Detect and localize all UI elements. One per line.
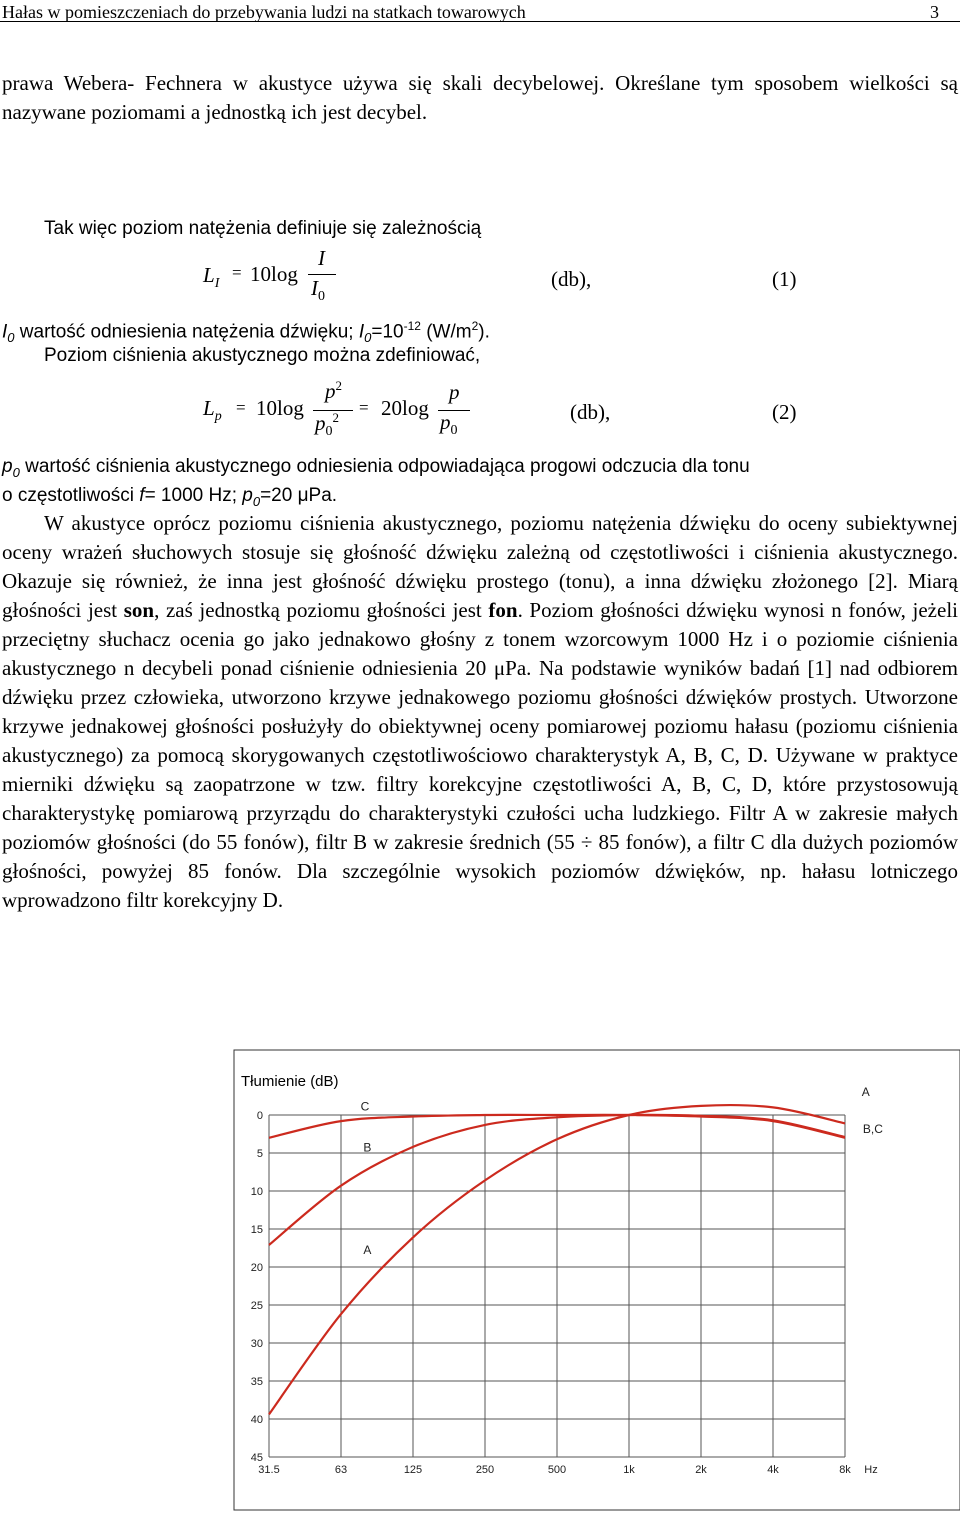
term-son: son (123, 598, 155, 622)
f2-den2: $p_0$ (440, 410, 458, 439)
pressure-lead: Poziom ciśnienia akustycznego można zdefiniować, (44, 345, 481, 366)
f1-denominator: $I_0$ (311, 276, 325, 305)
x-tick-label: 1k (623, 1464, 635, 1476)
figure-frame (234, 1050, 960, 1510)
y-tick-label: 15 (250, 1224, 263, 1236)
f1-unit: (db), (551, 267, 592, 291)
f1-lhs: $L_I$ (203, 263, 220, 292)
formula-2 (0, 376, 960, 456)
x-tick-label: 63 (334, 1464, 348, 1476)
f2-den1: $p_0^2$ (315, 410, 339, 440)
x-tick-label: 31.5 (258, 1464, 280, 1476)
y-tick-label: 40 (250, 1414, 263, 1426)
x-tick-label: 125 (403, 1464, 423, 1476)
attenuation-chart (233, 1049, 960, 1511)
f2-unit: (db), (570, 400, 611, 424)
curve-label: C (360, 1099, 370, 1114)
x-tick-label: 4k (767, 1464, 779, 1476)
f2-coef2: 20log (381, 396, 429, 420)
curve-label: A (363, 1243, 372, 1258)
x-axis-label: Hz (864, 1464, 878, 1476)
y-tick-label: 30 (250, 1338, 263, 1350)
header-rule (0, 21, 960, 22)
y-tick-label: 20 (250, 1262, 263, 1274)
intensity-lead: Tak więc poziom natężenia definiuje się zależnością (44, 218, 482, 239)
y-tick-label: 25 (250, 1300, 263, 1312)
curve-label: A (861, 1085, 870, 1099)
curve-label: B (363, 1140, 372, 1155)
pressure-note-line2: o częstotliwości f= 1000 Hz; $p_0=20$ μPa. (2, 485, 338, 509)
curve-label: B,C (862, 1122, 883, 1137)
x-tick-label: 8k (839, 1464, 851, 1476)
f2-coef1: 10log (256, 396, 304, 420)
f1-fraction-bar (308, 274, 336, 275)
intro-paragraph: prawa Webera- Fechnera w akustyce używa się skali decybelowej. Określane tym sposobem wielkości są nazywane poziomami a jednostką ich jest decybel. (2, 71, 958, 124)
f2-eq1: = (236, 398, 246, 417)
f2-num1: $p^2$ (325, 378, 342, 403)
intensity-note: $I_0$ wartość odniesienia natężenia dźwięku; $I_0=10^{-12}$ $(W/m^2)$. (2, 319, 490, 346)
attenuation-chart-figure (233, 1049, 960, 1511)
f2-eq2: = (359, 398, 369, 417)
f2-num2: p (449, 380, 460, 404)
y-tick-label: 45 (250, 1452, 263, 1464)
y-tick-label: 35 (250, 1376, 263, 1388)
y-tick-label: 0 (256, 1110, 263, 1122)
f1-number: (1) (772, 267, 797, 291)
running-header: Hałas w pomieszczeniach do przebywania ludzi na statkach towarowych (2, 2, 526, 22)
x-tick-label: 500 (547, 1464, 567, 1476)
term-fon: fon (488, 598, 518, 622)
f2-lhs: $L_p$ (203, 396, 222, 425)
f1-numerator: I (318, 246, 325, 270)
y-tick-label: 10 (250, 1186, 263, 1198)
y-tick-label: 5 (256, 1148, 263, 1160)
f2-number: (2) (772, 400, 797, 424)
page-number: 3 (930, 2, 939, 22)
pressure-note: $p_0$ wartość ciśnienia akustycznego odniesienia odpowiadająca progowi odczucia dla tonu (2, 456, 750, 480)
x-tick-label: 250 (475, 1464, 495, 1476)
f1-eq: = (232, 263, 242, 282)
x-tick-label: 2k (695, 1464, 707, 1476)
formula-1 (0, 246, 960, 310)
y-axis-label: Tłumienie (dB) (241, 1073, 339, 1090)
body-paragraph: W akustyce oprócz poziomu ciśnienia akustycznego, poziomu natężenia dźwięku do oceny subiektywnej oceny wrażeń słuchowych stosuje się głośność dźwięku zależną od częstotliwości i ciśnienia akustycznego. Okazuje się również, że inna jest głośność dźwięku prostego (tonu), a inna dźwięku złożonego [2]. Miarą głośności jest son, zaś jednostką poziomu głośności jest fon. Poziom głośności dźwięku wynosi n fonów, jeżeli przeciętny słuchacz ocenia go jako jednakowo głośny z tonem wzorcowym 1000 Hz i o poziomie ciśnienia akustycznego n decybeli ponad ciśnienie odniesienia 20 μPa. Na podstawie wyników badań [1] nad odbiorem dźwięku przez człowieka, utworzono krzywe jednakowego poziomu głośności dźwięków prostych. Utworzone krzywe jednakowej głośności posłużyły do obiektywnej oceny pomiarowej poziomu hałasu (poziomu ciśnienia akustycznego) za pomocą skorygowanych częstotliwościowo charakterystyk A, B, C, D. Używane w praktyce mierniki dźwięku są zaopatrzone w tzw. filtry korekcyjne częstotliwości A, B, C, D, które przystosowują charakterystykę pomiarową przyrządu do charakterystyki czułości ucha ludzkiego. Filtr A w zakresie małych poziomów głośności (do 55 fonów), filtr B w zakresie średnich (55 ÷ 85 fonów), a filtr C dla dużych poziomów głośności, powyżej 85 fonów. Dla szczególnie wysokich poziomów dźwięków, np. hałasu lotniczego wprowadzono filtr korekcyjny D. (2, 511, 958, 912)
f1-coef: 10log (250, 262, 298, 286)
